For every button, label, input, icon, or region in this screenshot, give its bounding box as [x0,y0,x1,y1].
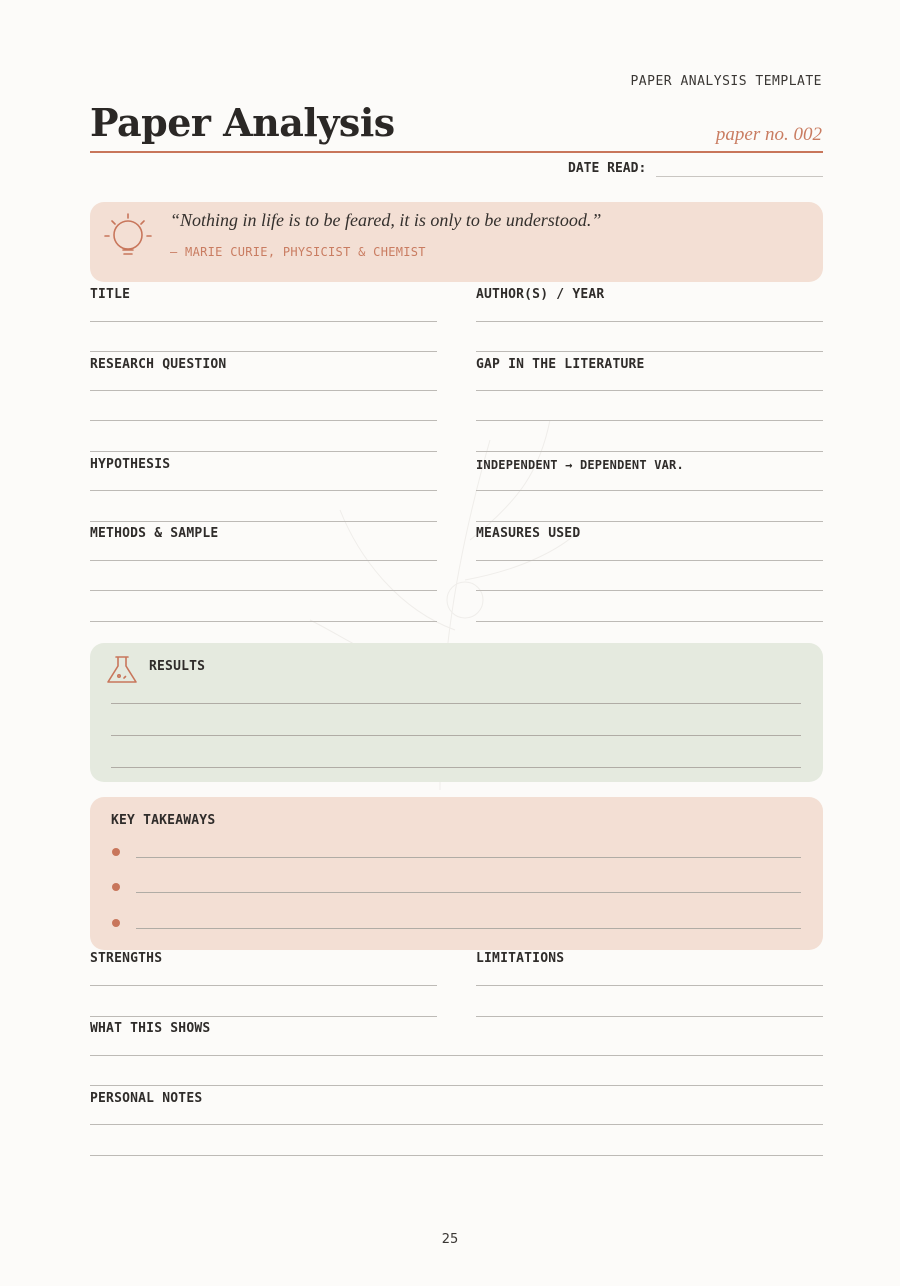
date-read-field[interactable] [656,176,823,177]
measures-line-1[interactable] [476,560,823,561]
variables-line-1[interactable] [476,490,823,491]
research-question-line-1[interactable] [90,390,437,391]
measures-label: MEASURES USED [476,526,581,541]
bullet-icon [112,919,120,927]
strengths-line-1[interactable] [90,985,437,986]
hypothesis-line-2[interactable] [90,521,437,522]
strengths-label: STRENGTHS [90,951,163,966]
research-question-line-3[interactable] [90,451,437,452]
variables-line-2[interactable] [476,521,823,522]
gap-line-1[interactable] [476,390,823,391]
authors-line-1[interactable] [476,321,823,322]
methods-line-2[interactable] [90,590,437,591]
personal-notes-line-1[interactable] [90,1124,823,1125]
template-eyebrow: PAPER ANALYSIS TEMPLATE [630,74,822,89]
personal-notes-label: PERSONAL NOTES [90,1091,203,1106]
methods-line-3[interactable] [90,621,437,622]
takeaway-line-3[interactable] [136,928,801,929]
results-line-1[interactable] [111,703,801,704]
what-this-shows-label: WHAT THIS SHOWS [90,1021,211,1036]
methods-label: METHODS & SAMPLE [90,526,219,541]
date-read-label: DATE READ: [568,161,647,176]
results-line-2[interactable] [111,735,801,736]
bullet-icon [112,883,120,891]
what-this-shows-line-2[interactable] [90,1085,823,1086]
authors-year-label: AUTHOR(S) / YEAR [476,287,605,302]
authors-line-2[interactable] [476,351,823,352]
takeaway-line-1[interactable] [136,857,801,858]
key-takeaways-label: KEY TAKEAWAYS [111,813,216,828]
results-label: RESULTS [149,659,206,674]
limitations-label: LIMITATIONS [476,951,565,966]
limitations-line-1[interactable] [476,985,823,986]
methods-line-1[interactable] [90,560,437,561]
title-line-2[interactable] [90,351,437,352]
page-number: 25 [441,1232,459,1247]
measures-line-3[interactable] [476,621,823,622]
page-title: Paper Analysis [90,100,395,145]
gap-line-2[interactable] [476,420,823,421]
results-line-3[interactable] [111,767,801,768]
gap-line-3[interactable] [476,451,823,452]
quote-text: “Nothing in life is to be feared, it is only to be understood.” [170,210,602,230]
title-label: TITLE [90,287,131,302]
hypothesis-line-1[interactable] [90,490,437,491]
variables-label: INDEPENDENT → DEPENDENT VAR. [476,458,684,472]
measures-line-2[interactable] [476,590,823,591]
what-this-shows-line-1[interactable] [90,1055,823,1056]
title-rule [90,151,823,153]
takeaway-line-2[interactable] [136,892,801,893]
gap-label: GAP IN THE LITERATURE [476,357,645,372]
bullet-icon [112,848,120,856]
quote-attribution: — MARIE CURIE, PHYSICIST & CHEMIST [170,245,426,259]
research-question-label: RESEARCH QUESTION [90,357,227,372]
research-question-line-2[interactable] [90,420,437,421]
personal-notes-line-2[interactable] [90,1155,823,1156]
paper-number: paper no. 002 [715,124,822,145]
lightbulb-icon [103,212,153,260]
title-line-1[interactable] [90,321,437,322]
limitations-line-2[interactable] [476,1016,823,1017]
hypothesis-label: HYPOTHESIS [90,457,171,472]
flask-icon [105,654,139,686]
strengths-line-2[interactable] [90,1016,437,1017]
